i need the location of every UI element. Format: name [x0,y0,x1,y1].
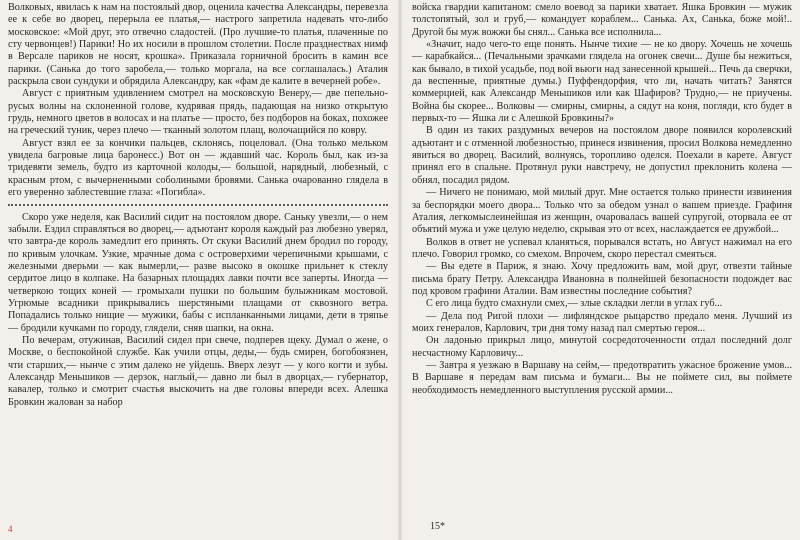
section-separator [8,200,388,210]
left-page [8,2,388,538]
paragraph: В один из таких раздумных вечеров на постоялом дворе появился королевский адъютант и с отменной любезностью, принеся извинения, просил Волкова немедленно явиться во дворец. Василий, волнуясь, торопливо оделся. Поехали в карете. Август принял его в спальне. Протянул руки навстречу, не допустил преклонить колена — обнял, посадил рядом. [412,125,792,186]
paragraph: С его лица будто смахнули смех,— злые складки легли в углах губ... [426,298,723,310]
page-number: 15* [430,521,445,532]
paragraph: Он ладонью прикрыл лицо, минутой сосредоточенности отдал последний долг несчастному Карловичу... [412,335,792,359]
paragraph: Волков в ответ не успевал кланяться, порывался встать, но Август нажимал на его плечо. Говорил громко, со смехом. Впрочем, скоро перестал смеяться. [412,236,792,260]
paragraph: войска гвардии капитаном: смело воевод за парики хватает. Яшка Бровкин — мужик толстопятый, зол и груб,— командует кораблем... Санька. Ах, Санька, боже мой!.. Другой бы муж вожжи бы снял... Санька все исполнила... [412,2,792,38]
paragraph: — Дела под Ригой плохи — лифляндское рыцарство предало меня. Лучший из моих генералов, Карлович, три дня тому назад пал смертью героя... [412,310,792,334]
book-gutter [398,0,402,540]
paragraph: — Вы едете в Париж, я знаю. Хочу предложить вам, мой друг, отвезти тайные письма брату Петру. Александра Ивановна в полнейшей безопасности подождет вас под кровом графини Аталии. Вам известны последние события? [412,261,792,297]
paragraph: — Завтра я уезжаю в Варшаву на сейм,— предотвратить ужасное брожение умов... В Варшаве я передам вам письма и бумаги... Вы не поймете сил, вы поймете необходимость немедленного выступления русской армии... [412,359,792,396]
right-page-text [412,2,792,397]
paragraph: Август взял ее за кончики пальцев, склонясь, поцеловал. (Она только мельком увидела багровые лица баронесс.) Вот он — ждавший час. Король был, как из-за тридевяти земель, будто из карточной колоды,— большой, нарядный, любезный, с красным ртом, с вычерненными соболиными бровями. Санька очарованно глядела в его уверенно заблестевшие глаза: «Погибла». [8,137,388,199]
paragraph: — Ничего не понимаю, мой милый друг. Мне остается только принести извинения за беспорядки моего двора... Только что за обедом узнал о вашем приезде. Графиня Аталия, легкомыслеинейшая из женщин, очаровалась вашей супругой, оторвала ее от объятий мужа и уже целую неделю, скрывая это от всех, наслаждается ее дружбой... [412,187,792,236]
paragraph: «Значит, надо чего-то еще понять. Нынче тихие — не ко двору. Хочешь не хочешь — карабкайся... (Печальными зрачками глядела на огонек свечи... Душе бы нежиться, как бывало, в тихой усадьбе, под вой вьюги над занесенной крышей... Печь да сверчки, да веспенные, приятные думы.) Пуффендорфия, что ли, начать читать? Занятся коммерцией, как Александр Меньшиков или как Шафиров? Трудно,— не приучены. Война бы скорее... Волковы — смирны, смирны, а сядут на коня, погляди, кто будет в первых-то — Яшка ли с Алешкой Бровкины?» [412,39,792,125]
left-page-text [8,2,388,409]
paragraph: Август с приятным удивлением смотрел на московскую Венеру,— две пепельно-русых волны на склоненной голове, кудрявая прядь, падающая на низко открытую грудь, немного цветов в волосах и на платье — просто, без подборов на боках, похожее на греческий туник, через плечо — тканный золотом плащ, волочащийся по ковру. [8,88,388,137]
paragraph: Скоро уже неделя, как Василий сидит на постоялом дворе. Саньку увезли,— о нем забыли. Ездил справляться во дворец,— адъютант короля каждый раз любезно уверял, что завтра-де король замедлит его принять. От скуки Василий днем бродил по городу, по кривым улочкам. Узкие, мрачные дома с островерхими черепичными крышами, с железными дверьми — как вымерли,— разве высоко в окошке прильнет к стеклу сердитое лицо в колпаке. На базарных площадях лавки почти все заперты. Иногда — четверкою тощих коней — громыхали пушки по большим булыжникам мостовой. Угрюмые всадники прикрывались шерстяными плащами от сквозного ветра. Попадались только нищие — мужики, бабы с испланканными лицами, дети в тряпье — бродили кучками по городу, глядели, сняв шапки, на окна. [8,211,388,334]
right-page [412,2,792,538]
paragraph: По вечерам, отужинав, Василий сидел при свече, подперев щеку. Думал о жене, о Москве, о беспокойной службе. Как учили отцы, деды,— будь смирен, богобоязнен, чти старших,— нынче с этим далеко не уйдешь. Вверх лезут — у кого когти и зубы. Александр Меньшиков — дерзок, наглый,— давно ли был в дворцах,— губернатор, кавалер, только и смотрит счастья выскочить на две головы впереди всех. Алешка Бровкин жалован за набор [8,334,388,408]
paragraph: Волковых, явилась к нам на постоялый двор, оценила качества Александры, перевезла ее к себе во дворец, перерыла ее платья,— настрого запретила надевать что-либо московское: «Мой друг, это отвечно сладостей. (Про лучшие-то платья, плаченные по сту червонцев!) Парики! Но их носили в прошлом столетии. После празднествах нимф в Версале париков не носят, крошка». Приказала горничной бросить в камин все парики. (Санька до того заробела,— только моргала, на все соглашалась.) Аталия раскрыла свои сундуки и обрядила Александру, как «фам де калите в вечерней робе». [8,2,388,88]
page-mark: 4 [8,524,13,534]
